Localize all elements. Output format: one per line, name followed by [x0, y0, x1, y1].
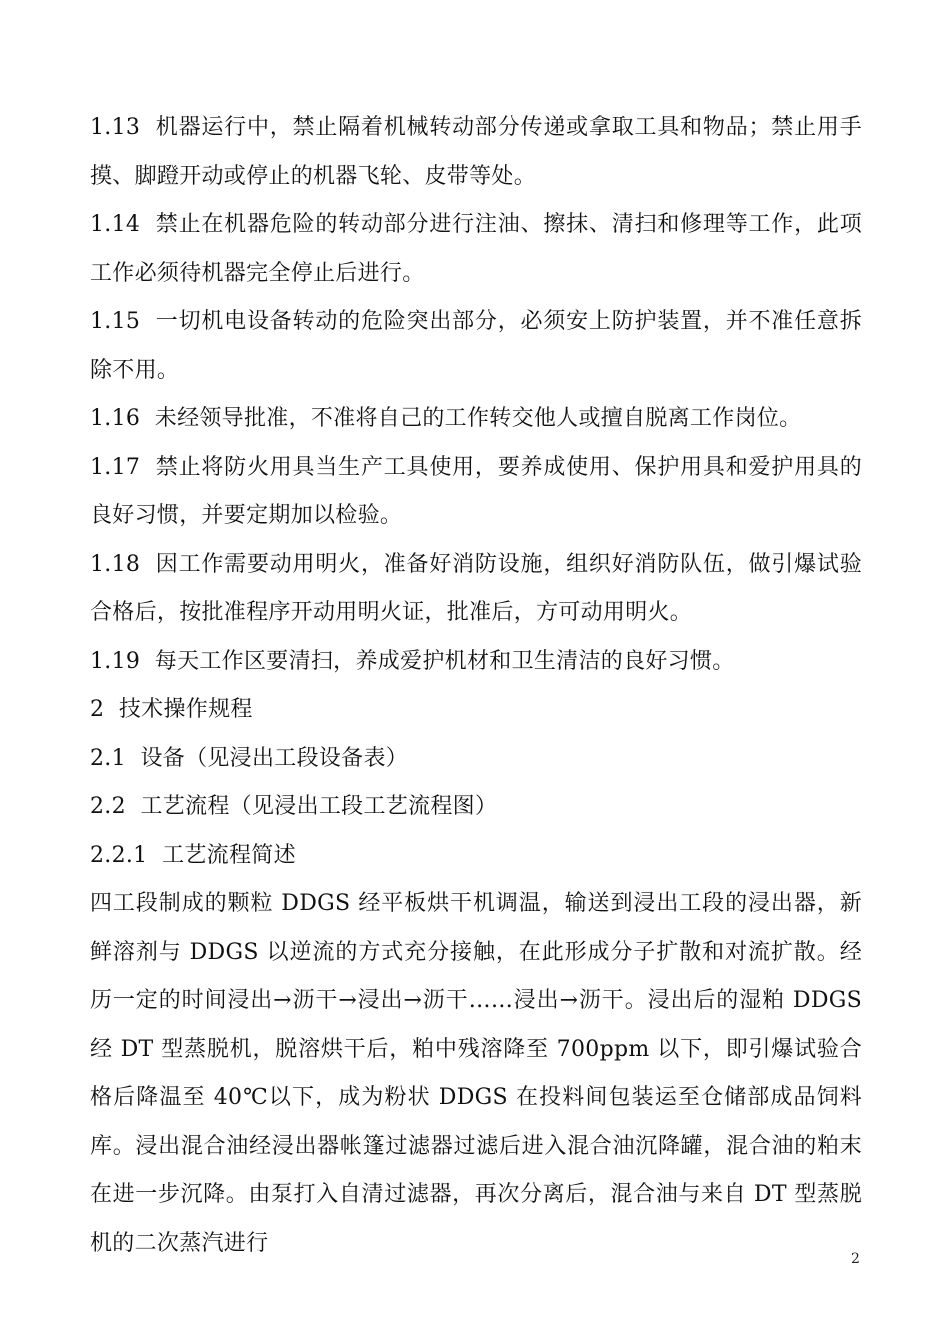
section-heading-2-2: 2.2 工艺流程（见浸出工段工艺流程图）	[90, 794, 498, 819]
section-heading-2-2-1: 2.2.1 工艺流程简述	[90, 842, 296, 868]
paragraph-1-17: 1.17 禁止将防火用具当生产工具使用，要养成使用、保护用具和爱护用具的良好习惯，并要定期加以检验。	[90, 454, 862, 528]
section-heading-2-1: 2.1 设备（见浸出工段设备表）	[90, 745, 409, 771]
paragraph-1-14: 1.14 禁止在机器危险的转动部分进行注油、擦抹、清扫和修理等工作，此项工作必须待机器完全停止后进行。	[90, 212, 862, 286]
paragraph-1-15: 1.15 一切机电设备转动的危险突出部分，必须安上防护装置，并不准任意拆除不用。	[90, 309, 862, 383]
paragraph-1-18: 1.18 因工作需要动用明火，准备好消防设施，组织好消防队伍，做引爆试验合格后，按批准程序开动用明火证，批准后，方可动用明火。	[90, 551, 862, 625]
process-description-paragraph: 四工段制成的颗粒 DDGS 经平板烘干机调温，输送到浸出工段的浸出器，新鲜溶剂与 DDGS 以逆流的方式充分接触，在此形成分子扩散和对流扩散。经历一定的时间浸出→沥干→浸出→沥干……浸出→沥干。浸出后的湿粕 DDGS 经 DT 型蒸脱机，脱溶烘干后，粕中残溶降至 700ppm 以下，即引爆试验合格后降温至 40℃以下，成为粉状 DDGS 在投料间包装运至仓储部成品饲料库。浸出混合油经浸出器帐篷过滤器过滤后进入混合油沉降罐，混合油的粕末在进一步沉降。由泵打入自清过滤器，再次分离后，混合油与来自 DT 型蒸脱机的二次蒸汽进行	[90, 891, 870, 1256]
paragraph-1-16: 1.16 未经领导批准，不准将自己的工作转交他人或擅自脱离工作岗位。	[90, 406, 802, 431]
document-body	[90, 104, 870, 1268]
page-number: 2	[851, 1251, 860, 1267]
paragraph-1-13: 1.13 机器运行中，禁止隔着机械转动部分传递或拿取工具和物品；禁止用手摸、脚蹬开动或停止的机器飞轮、皮带等处。	[90, 115, 862, 189]
paragraph-1-19: 1.19 每天工作区要清扫，养成爱护机材和卫生清洁的良好习惯。	[90, 648, 735, 674]
section-heading-2: 2 技术操作规程	[90, 697, 253, 722]
